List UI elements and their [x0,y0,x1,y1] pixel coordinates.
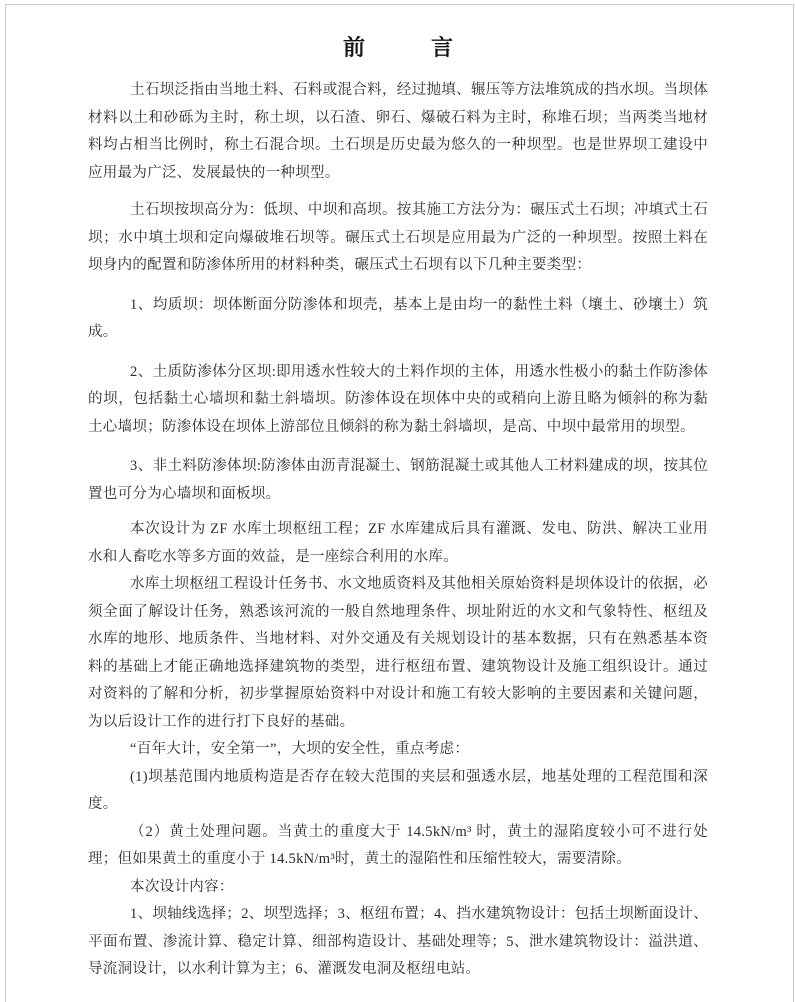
paragraph-safety-point-2: （2）黄土处理问题。当黄土的重度大于 14.5kN/m³ 时，黄土的湿陷度较小可不进行处理；但如果黄土的重度小于 14.5kN/m³时，黄土的湿陷性和压缩性较大，需要清除。 [88,823,708,867]
paragraph-classification: 土石坝按坝高分为：低坝、中坝和高坝。按其施工方法分为：碾压式土石坝；冲填式土石坝；水中填土坝和定向爆破堆石坝等。碾压式土石坝是应用最为广泛的一种坝型。按照土料在坝身内的配置和防渗体所用的材料种类，碾压式土石坝有以下几种主要类型： [88,202,708,273]
paragraph-project: 本次设计为 ZF 水库土坝枢纽工程；ZF 水库建成后具有灌溉、发电、防洪、解决工业用水和人畜吃水等多方面的效益，是一座综合利用的水库。 [88,521,708,565]
paragraph-dam-type-2: 2、土质防渗体分区坝:即用透水性较大的土料作坝的主体，用透水性极小的黏土作防渗体的坝，包括黏土心墙坝和黏土斜墙坝。防渗体设在坝体中央的或稍向上游且略为倾斜的称为黏土心墙坝；防渗体设在坝体上游部位且倾斜的称为黏土斜墙坝，是高、中坝中最常用的坝型。 [88,363,708,435]
paragraph-dam-type-1: 1、均质坝：坝体断面分防渗体和坝壳，基本上是由均一的黏性土料（壤土、砂壤土）筑成。 [88,296,708,340]
paragraph-safety: “百年大计，安全第一”，大坝的安全性，重点考虑： [130,741,470,757]
paragraph-content-list: 1、坝轴线选择；2、坝型选择；3、枢纽布置；4、挡水建筑物设计：包括土坝断面设计、平面布置、渗流计算、稳定计算、细部构造设计、基础处理等；5、泄水建筑物设计：溢洪道、导流洞设计，以水利计算为主；6、灌溉发电洞及枢纽电站。 [88,906,708,977]
paragraph-design-basis: 水库土坝枢纽工程设计任务书、水文地质资料及其他相关原始资料是坝体设计的依据，必须全面了解设计任务，熟悉该河流的一般自然地理条件、坝址附近的水文和气象特性、枢纽及水库的地形、地质条件、当地材料、对外交通及有关规划设计的基本数据，只有在熟悉基本资料的基础上才能正确地选择建筑物的类型，进行枢纽布置、建筑物设计及施工组织设计。通过对资料的了解和分析，初步掌握原始资料中对设计和施工有较大影响的主要因素和关键问题，为以后设计工作的进行打下良好的基础。 [88,576,708,730]
document-page [5,4,794,1002]
paragraph-dam-type-3: 3、非土料防渗体坝:防渗体由沥青混凝土、钢筋混凝土或其他人工材料建成的坝，按其位置也可分为心墙坝和面板坝。 [88,458,708,502]
page-title: 前 言 [342,35,453,60]
paragraph-content-intro: 本次设计内容： [130,878,234,895]
paragraph-intro: 土石坝泛指由当地土料、石料或混合料，经过抛填、辗压等方法堆筑成的挡水坝。当坝体材料以土和砂砾为主时，称土坝，以石渣、卵石、爆破石料为主时，称堆石坝；当两类当地材料均占相当比例时，称土石混合坝。土石坝是历史最为悠久的一种坝型。也是世界坝工建设中应用最为广泛、发展最快的一种坝型。 [88,82,708,181]
paragraph-safety-point-1: (1)坝基范围内地质构造是否存在较大范围的夹层和强透水层，地基处理的工程范围和深度。 [88,768,708,812]
